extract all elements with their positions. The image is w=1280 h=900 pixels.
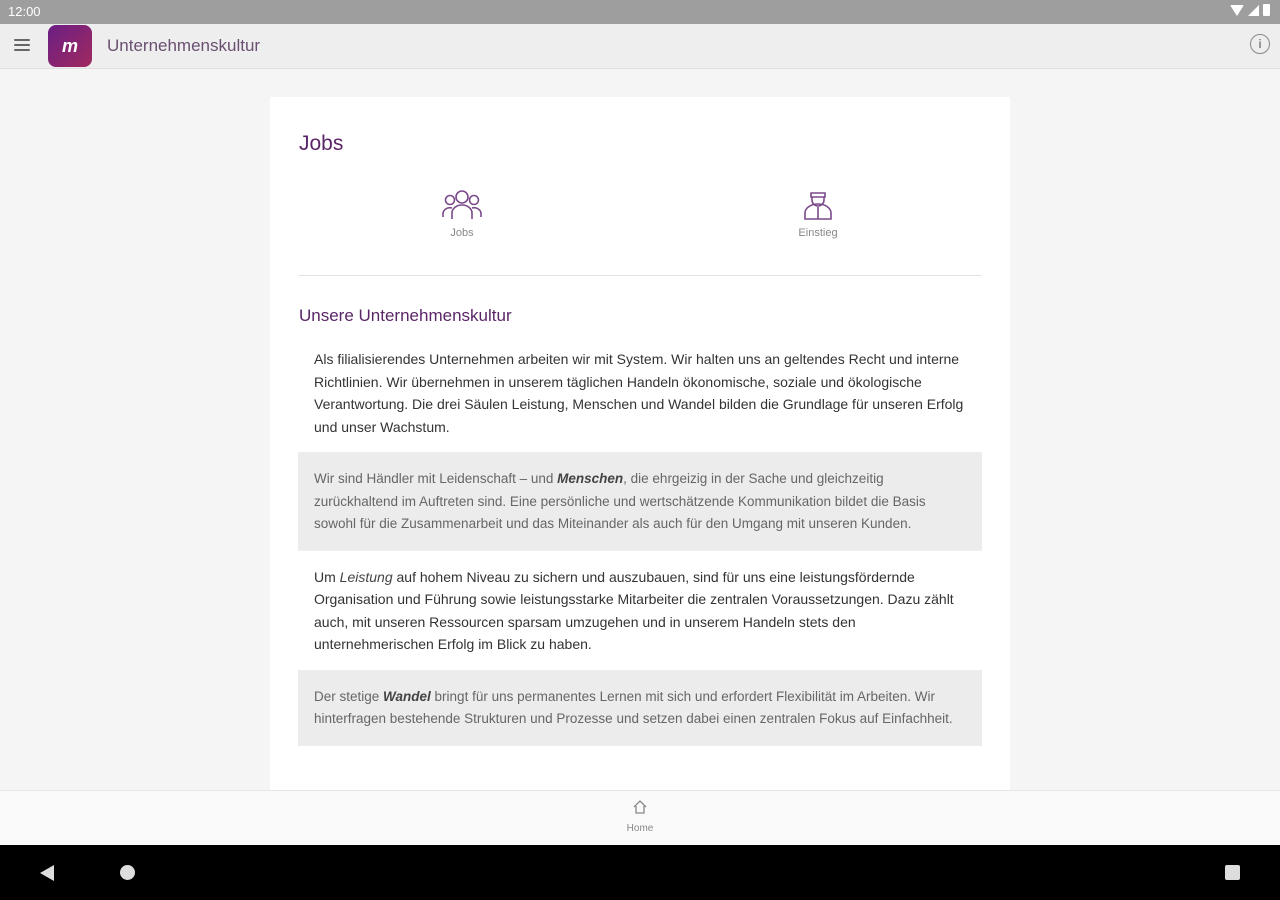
signal-icon (1248, 5, 1259, 16)
emphasis-menschen: Menschen (557, 471, 624, 486)
bottom-navigation (0, 790, 1280, 846)
battery-icon (1263, 4, 1270, 16)
hamburger-menu-icon[interactable] (14, 39, 30, 51)
culture-section-title: Unsere Unternehmenskultur (299, 306, 512, 325)
tile-jobs-label: Jobs (450, 227, 474, 239)
content-card (270, 97, 1010, 790)
paragraph-text: bringt für uns permanentes Lernen mit sich und erfordert Flexibilität im Arbeiten. Wir hinterfragen bestehende Strukturen und Prozesse und setzen dabei einen zentralen Fokus auf Einfachheit. (314, 688, 953, 726)
wifi-icon (1230, 5, 1244, 16)
jobs-tiles (298, 187, 982, 277)
app-bar (0, 24, 1280, 69)
people-group-icon (441, 187, 483, 221)
culture-paragraph-menschen (298, 453, 982, 551)
paragraph-text: Um (314, 568, 340, 585)
jobs-section-title: Jobs (299, 132, 344, 155)
home-button-icon[interactable] (120, 865, 135, 880)
recents-icon[interactable] (1225, 865, 1240, 880)
nav-home-tab[interactable] (615, 799, 665, 834)
paragraph-text: Der stetige (314, 688, 384, 704)
paragraph-text: Wir sind Händler mit Leidenschaft – und (314, 471, 558, 486)
culture-paragraph-leistung (298, 551, 982, 671)
culture-paragraph-system: Als filialisierendes Unternehmen arbeiten wir mit System. Wir halten uns an geltendes Recht und interne Richtlinien. Wir übernehmen in unserem täglichen Handeln ökonomische, soziale und ökologische Verantwortung. Die drei Säulen Leistung, Menschen und Wandel bilden die Grundlage für unseren Erfolg und unser Wachstum. (298, 333, 982, 453)
paragraph-text: , die ehrgeizig in der Sache und gleichzeitig zurückhaltend im Auftreten sind. Eine persönliche und wertschätzende Kommunikation bildet die Basis sowohl für die Zusammenarbeit und das Miteinander als auch für den Umgang mit unseren Kunden. (314, 471, 926, 531)
emphasis-leistung: Leistung (339, 568, 393, 585)
tile-einstieg-label: Einstieg (798, 227, 838, 239)
app-logo-text: m (61, 35, 78, 56)
paragraph-text: auf hohem Niveau zu sichern und auszubauen, sind für uns eine leistungsfördernde Organisation und Führung sowie leistungsstarke Mitarbeiter die zentralen Voraussetzungen. Dazu zählt auch, mit unseren Ressourcen sparsam umzugehen und in unserem Handeln stets den unternehmerischen Erfolg im Blick zu haben. (314, 568, 954, 652)
app-logo (48, 25, 92, 67)
nav-home-label: Home (626, 823, 654, 834)
status-bar (0, 0, 1280, 24)
culture-paragraph-wandel (298, 671, 982, 746)
culture-paragraphs (298, 333, 982, 746)
system-navigation-bar (0, 845, 1280, 900)
status-icons (1230, 4, 1270, 16)
tile-jobs[interactable] (362, 187, 562, 257)
back-icon[interactable] (40, 865, 54, 881)
emphasis-wandel: Wandel (383, 688, 431, 704)
tile-einstieg[interactable] (718, 187, 918, 257)
section-divider (298, 275, 982, 276)
person-cap-icon (801, 187, 835, 221)
info-icon[interactable]: i (1250, 34, 1270, 54)
home-icon (632, 799, 648, 815)
status-time: 12:00 (8, 4, 41, 19)
app-bar-title: Unternehmenskultur (107, 36, 261, 55)
